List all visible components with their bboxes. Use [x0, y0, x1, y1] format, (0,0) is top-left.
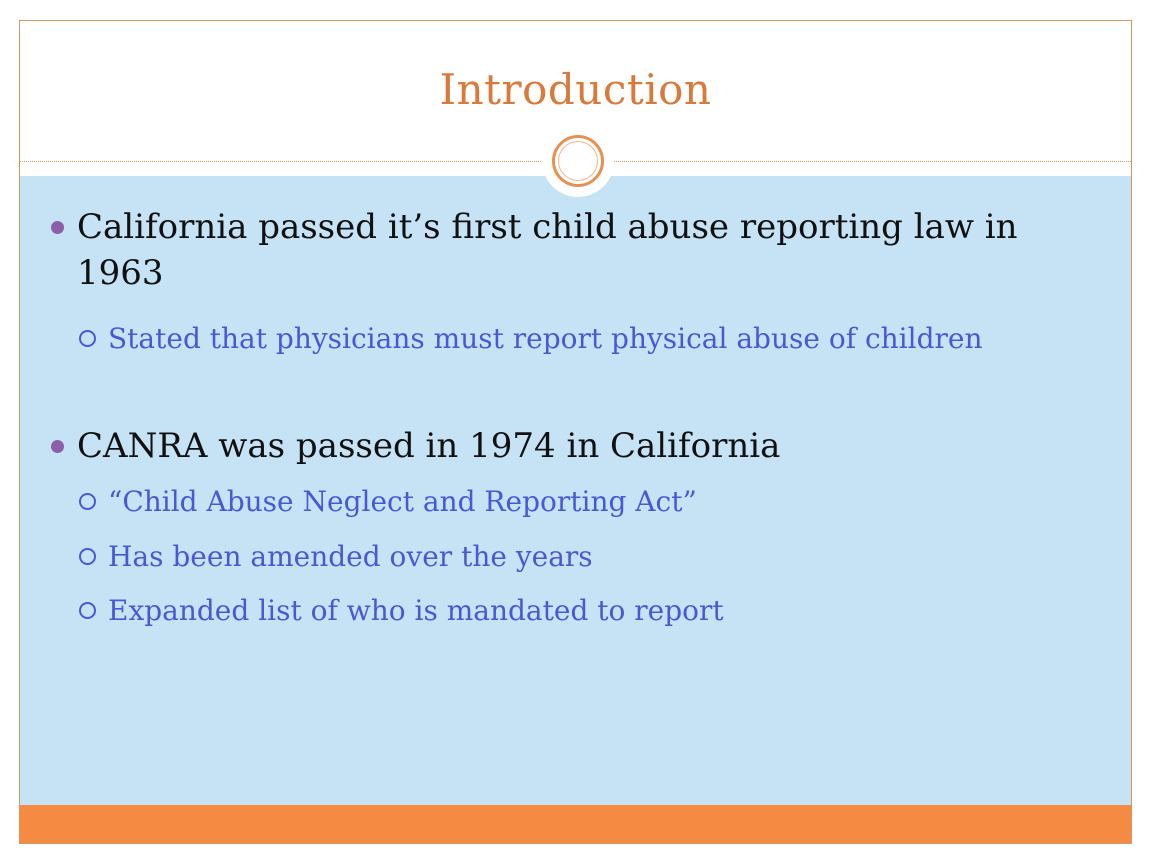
sub-bullet-text: Expanded list of who is mandated to report [108, 594, 724, 627]
sub-bullet-text: Has been amended over the years [108, 540, 593, 573]
sub-bullet-item [108, 591, 1008, 631]
slide [19, 20, 1132, 844]
bullet-item [77, 204, 1077, 296]
filled-circle-bullet-icon [51, 440, 64, 453]
sub-bullet-item [108, 537, 1008, 577]
sub-bullet-text: “Child Abuse Neglect and Reporting Act” [108, 485, 697, 518]
hollow-circle-bullet-icon [79, 548, 96, 565]
content-panel [20, 176, 1131, 805]
filled-circle-bullet-icon [51, 221, 64, 234]
circle-ring-icon [552, 135, 604, 187]
bullet-item [77, 423, 1077, 469]
bullet-text: CANRA was passed in 1974 in California [77, 426, 781, 466]
footer-bar [20, 805, 1131, 844]
sub-bullet-item [108, 482, 1008, 522]
slide-title: Introduction [439, 65, 712, 114]
hollow-circle-bullet-icon [79, 493, 96, 510]
sub-bullet-text: Stated that physicians must report physical abuse of children [108, 322, 983, 355]
title-ornament [542, 125, 614, 197]
hollow-circle-bullet-icon [79, 602, 96, 619]
bullet-text: California passed it’s first child abuse reporting law in 1963 [77, 207, 1018, 293]
sub-bullet-item [108, 319, 1008, 359]
hollow-circle-bullet-icon [79, 330, 96, 347]
